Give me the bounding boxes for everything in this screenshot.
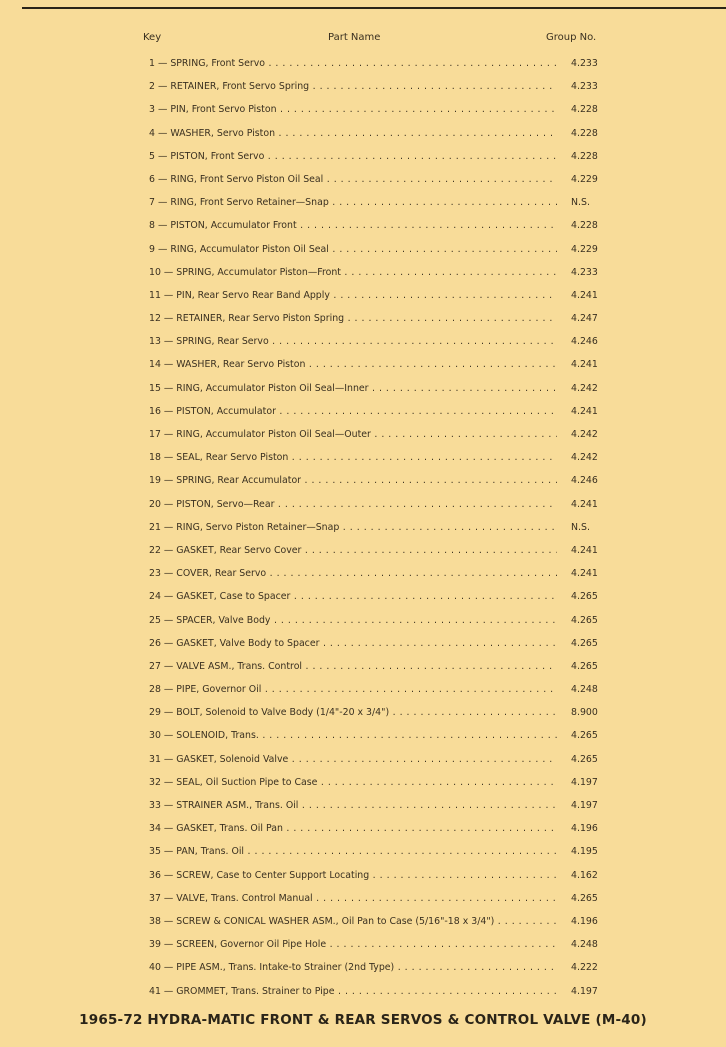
part-key: 25 —: [149, 614, 174, 626]
part-label: [149, 284, 557, 307]
part-name: RING, Front Servo Piston Oil Seal: [170, 173, 324, 185]
table-row: [0, 330, 726, 353]
header-key: Key: [143, 32, 162, 43]
part-name: RETAINER, Front Servo Spring: [170, 81, 310, 93]
part-key: 28 —: [149, 684, 174, 696]
part-key: 5 —: [149, 150, 168, 162]
part-name: SPRING, Front Servo: [170, 58, 265, 69]
part-key: 3 —: [149, 104, 168, 116]
part-label: [149, 52, 557, 75]
table-row: [0, 214, 726, 237]
group-number: 4.241: [571, 289, 598, 301]
part-name: SEAL, Oil Suction Pipe to Case: [176, 776, 318, 788]
part-name: PISTON, Accumulator Front: [170, 220, 297, 232]
part-label: [149, 609, 557, 632]
part-name: SOLENOID, Trans.: [176, 730, 259, 742]
part-label: [149, 910, 557, 933]
group-number: N.S.: [571, 197, 590, 209]
part-name: VALVE ASM., Trans. Control: [176, 660, 303, 672]
part-key: 15 —: [149, 382, 174, 394]
group-number: 4.229: [571, 243, 598, 255]
part-label: [149, 794, 557, 817]
table-row: [0, 539, 726, 562]
group-number: 4.233: [571, 58, 598, 69]
part-key: 23 —: [149, 568, 174, 580]
table-row: [0, 98, 726, 121]
page-footer-title: 1965-72 HYDRA-MATIC FRONT & REAR SERVOS & CONTROL VALVE (M-40): [79, 1012, 647, 1028]
table-row: [0, 910, 726, 933]
part-name: SPRING, Rear Servo: [176, 336, 269, 348]
part-label: [149, 493, 557, 516]
group-number: 4.265: [571, 614, 598, 626]
part-key: 34 —: [149, 823, 174, 835]
part-key: 38 —: [149, 915, 174, 927]
part-key: 27 —: [149, 660, 174, 672]
table-row: [0, 52, 726, 75]
part-label: [149, 724, 557, 747]
table-row: [0, 353, 726, 376]
table-row: [0, 864, 726, 887]
header-group-no: Group No.: [546, 32, 597, 43]
part-name: GASKET, Solenoid Valve: [176, 753, 289, 765]
part-name: SPRING, Accumulator Piston—Front: [176, 266, 341, 278]
part-name: WASHER, Servo Piston: [170, 127, 276, 139]
part-key: 9 —: [149, 243, 168, 255]
part-name: PISTON, Servo—Rear: [176, 498, 275, 510]
table-row: [0, 933, 726, 956]
part-label: [149, 701, 557, 724]
group-number: 4.241: [571, 568, 598, 580]
part-name: SPRING, Rear Accumulator: [176, 475, 302, 487]
part-key: 14 —: [149, 359, 174, 371]
part-key: 13 —: [149, 336, 174, 348]
part-label: [149, 446, 557, 469]
table-row: [0, 307, 726, 330]
part-label: [149, 655, 557, 678]
part-label: [149, 145, 557, 168]
part-name: STRAINER ASM., Trans. Oil: [176, 800, 299, 811]
part-label: [149, 122, 557, 145]
table-row: [0, 446, 726, 469]
part-name: SCREW & CONICAL WASHER ASM., Oil Pan to Case (5/16"-18 x 3/4"): [176, 915, 495, 927]
part-label: [149, 817, 557, 840]
group-number: 4.229: [571, 173, 598, 185]
table-row: [0, 748, 726, 771]
table-row: [0, 632, 726, 655]
part-label: [149, 307, 557, 330]
part-label: [149, 330, 557, 353]
part-label: [149, 632, 557, 655]
group-number: 4.195: [571, 846, 598, 858]
part-key: 8 —: [149, 220, 168, 232]
group-number: 4.241: [571, 498, 598, 510]
group-number: 4.265: [571, 753, 598, 765]
part-label: [149, 840, 557, 863]
group-number: 4.196: [571, 915, 598, 927]
part-name: GASKET, Rear Servo Cover: [176, 544, 302, 556]
group-number: 4.248: [571, 939, 598, 951]
table-row: [0, 493, 726, 516]
table-row: [0, 956, 726, 979]
part-label: [149, 585, 557, 608]
part-key: 22 —: [149, 544, 174, 556]
part-name: PIN, Rear Servo Rear Band Apply: [176, 289, 330, 301]
table-row: [0, 75, 726, 98]
part-key: 20 —: [149, 498, 174, 510]
parts-list: [0, 52, 726, 1003]
group-number: 4.265: [571, 637, 598, 649]
part-name: SCREW, Case to Center Support Locating: [176, 869, 370, 881]
part-key: 33 —: [149, 800, 174, 811]
part-name: COVER, Rear Servo: [176, 568, 267, 580]
table-row: [0, 469, 726, 492]
part-name: RING, Accumulator Piston Oil Seal: [170, 243, 329, 255]
part-label: [149, 748, 557, 771]
part-label: [149, 469, 557, 492]
group-number: 4.228: [571, 127, 598, 139]
part-name: PIN, Front Servo Piston: [170, 104, 277, 116]
part-label: [149, 933, 557, 956]
table-row: [0, 400, 726, 423]
group-number: 4.241: [571, 405, 598, 417]
part-key: 30 —: [149, 730, 174, 742]
part-key: 37 —: [149, 892, 174, 904]
part-name: PISTON, Accumulator: [176, 405, 276, 417]
part-name: GASKET, Valve Body to Spacer: [176, 637, 320, 649]
group-number: 4.162: [571, 869, 598, 881]
table-row: [0, 423, 726, 446]
part-key: 21 —: [149, 521, 174, 533]
group-number: 4.228: [571, 104, 598, 116]
part-key: 31 —: [149, 753, 174, 765]
part-key: 36 —: [149, 869, 174, 881]
table-row: [0, 701, 726, 724]
part-name: RETAINER, Rear Servo Piston Spring: [176, 313, 345, 325]
part-label: [149, 516, 557, 539]
part-label: [149, 238, 557, 261]
part-name: PIPE, Governor Oil: [176, 684, 262, 696]
table-row: [0, 516, 726, 539]
table-row: [0, 817, 726, 840]
group-number: 4.197: [571, 776, 598, 788]
group-number: 4.265: [571, 892, 598, 904]
table-row: [0, 122, 726, 145]
part-key: 18 —: [149, 452, 174, 464]
group-number: 4.222: [571, 962, 598, 974]
part-label: [149, 887, 557, 910]
part-label: [149, 261, 557, 284]
table-row: [0, 562, 726, 585]
part-label: [149, 956, 557, 979]
part-name: RING, Servo Piston Retainer—Snap: [176, 521, 340, 533]
part-key: 19 —: [149, 475, 174, 487]
part-label: [149, 562, 557, 585]
group-number: 4.265: [571, 591, 598, 603]
part-name: SEAL, Rear Servo Piston: [176, 452, 289, 464]
group-number: 4.242: [571, 452, 598, 464]
part-name: GASKET, Trans. Oil Pan: [176, 823, 283, 835]
part-label: [149, 98, 557, 121]
part-key: 41 —: [149, 985, 174, 997]
part-label: [149, 377, 557, 400]
part-name: BOLT, Solenoid to Valve Body (1/4"-20 x 3/4"): [176, 707, 390, 719]
group-number: 4.197: [571, 800, 598, 811]
table-row: [0, 145, 726, 168]
part-key: 4 —: [149, 127, 168, 139]
part-key: 24 —: [149, 591, 174, 603]
part-label: [149, 214, 557, 237]
part-name: SCREEN, Governor Oil Pipe Hole: [176, 939, 327, 951]
group-number: 4.233: [571, 266, 598, 278]
part-key: 26 —: [149, 637, 174, 649]
table-row: [0, 168, 726, 191]
part-name: VALVE, Trans. Control Manual: [176, 892, 313, 904]
part-key: 16 —: [149, 405, 174, 417]
part-key: 17 —: [149, 429, 174, 440]
part-key: 35 —: [149, 846, 174, 858]
part-key: 11 —: [149, 289, 174, 301]
part-label: [149, 168, 557, 191]
table-row: [0, 609, 726, 632]
table-row: [0, 794, 726, 817]
part-name: PIPE ASM., Trans. Intake-to Strainer (2nd Type): [176, 962, 395, 974]
part-key: 10 —: [149, 266, 174, 278]
group-number: 4.265: [571, 660, 598, 672]
group-number: 4.233: [571, 81, 598, 93]
table-row: [0, 585, 726, 608]
part-key: 39 —: [149, 939, 174, 951]
part-key: 32 —: [149, 776, 174, 788]
part-key: 40 —: [149, 962, 174, 974]
table-header: [0, 32, 726, 50]
group-number: 4.246: [571, 475, 598, 487]
part-label: [149, 353, 557, 376]
group-number: 4.228: [571, 150, 598, 162]
part-name: PISTON, Front Servo: [170, 150, 265, 162]
table-row: [0, 655, 726, 678]
part-label: [149, 75, 557, 98]
part-key: 7 —: [149, 197, 168, 209]
part-name: WASHER, Rear Servo Piston: [176, 359, 306, 371]
group-number: 4.228: [571, 220, 598, 232]
part-name: GASKET, Case to Spacer: [176, 591, 291, 603]
table-row: [0, 284, 726, 307]
part-key: 2 —: [149, 81, 168, 93]
group-number: 4.197: [571, 985, 598, 997]
part-label: [149, 980, 557, 1003]
group-number: 4.247: [571, 313, 598, 325]
group-number: 4.241: [571, 359, 598, 371]
part-name: PAN, Trans. Oil: [176, 846, 245, 858]
part-label: [149, 771, 557, 794]
table-row: [0, 191, 726, 214]
part-label: [149, 864, 557, 887]
part-name: RING, Accumulator Piston Oil Seal—Outer: [176, 429, 371, 440]
part-label: [149, 539, 557, 562]
table-row: [0, 678, 726, 701]
group-number: 4.246: [571, 336, 598, 348]
part-name: RING, Accumulator Piston Oil Seal—Inner: [176, 382, 369, 394]
part-key: 29 —: [149, 707, 174, 719]
group-number: N.S.: [571, 521, 590, 533]
part-label: [149, 423, 557, 446]
group-number: 4.196: [571, 823, 598, 835]
table-row: [0, 724, 726, 747]
table-row: [0, 980, 726, 1003]
group-number: 8.900: [571, 707, 598, 719]
group-number: 4.265: [571, 730, 598, 742]
table-row: [0, 261, 726, 284]
part-label: [149, 678, 557, 701]
part-key: 6 —: [149, 173, 168, 185]
table-row: [0, 238, 726, 261]
part-name: GROMMET, Trans. Strainer to Pipe: [176, 985, 335, 997]
part-name: SPACER, Valve Body: [176, 614, 271, 626]
group-number: 4.241: [571, 544, 598, 556]
group-number: 4.242: [571, 429, 598, 440]
table-row: [0, 887, 726, 910]
table-row: [0, 771, 726, 794]
top-rule: [22, 7, 726, 9]
group-number: 4.248: [571, 684, 598, 696]
part-key: 1 —: [149, 58, 168, 69]
table-row: [0, 840, 726, 863]
part-label: [149, 191, 557, 214]
header-part-name: Part Name: [328, 32, 381, 43]
part-key: 12 —: [149, 313, 174, 325]
part-label: [149, 400, 557, 423]
group-number: 4.242: [571, 382, 598, 394]
table-row: [0, 377, 726, 400]
part-name: RING, Front Servo Retainer—Snap: [170, 197, 329, 209]
